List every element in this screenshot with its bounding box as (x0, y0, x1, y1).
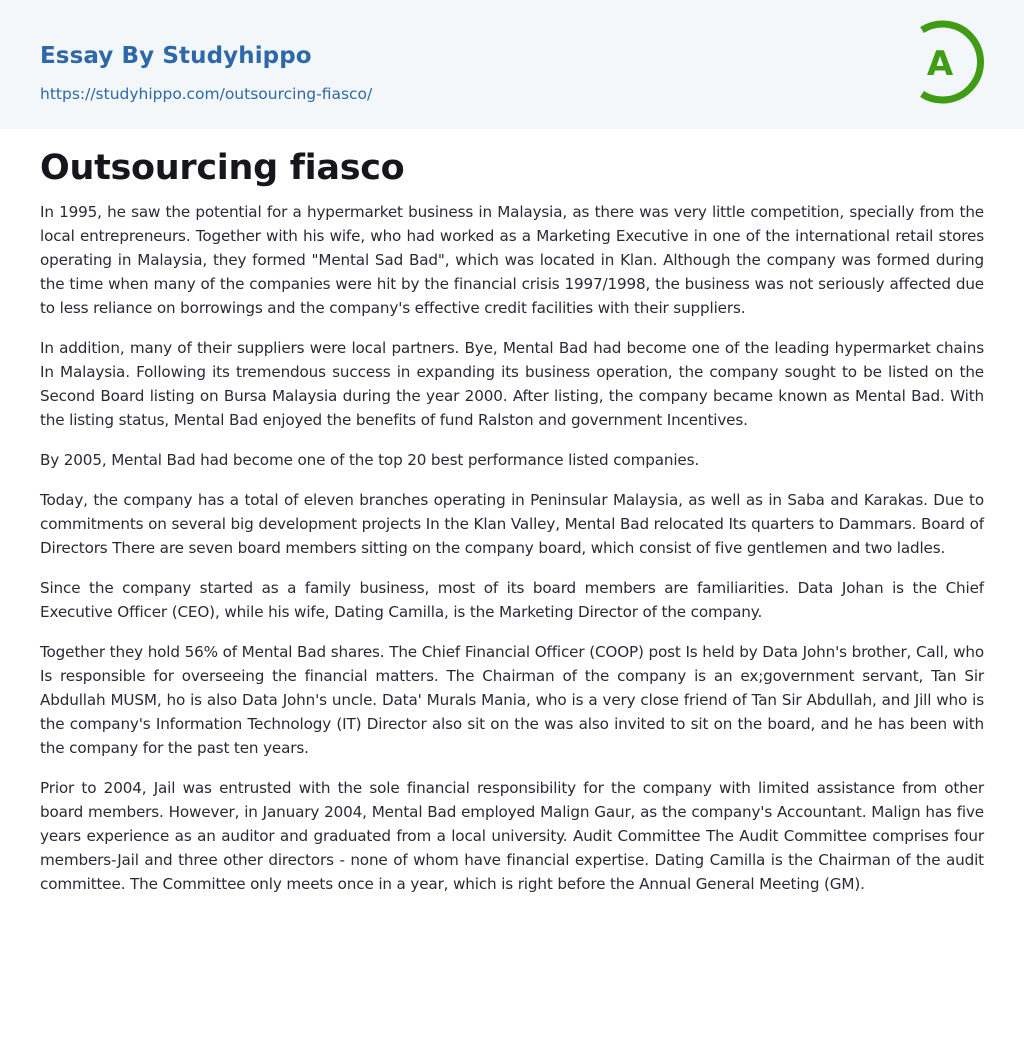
article-paragraph: Since the company started as a family business, most of its board members are familiarities. Data Johan is the Chief Executive Officer (CEO), while his wife, Dating Camilla, is the Marketing Director of the company. (40, 579, 984, 621)
logo-letter: A (926, 44, 954, 84)
article-paragraph: Together they hold 56% of Mental Bad shares. The Chief Financial Officer (COOP) post Is held by Data John's brother, Call, who Is responsible for overseeing the financial matters. The Chairman of the company is an ex;government servant, Tan Sir Abdullah MUSM, ho is also Data John's uncle. Data' Murals Mania, who is a very close friend of Tan Sir Abdullah, and Jill who is the company's Information Technology (IT) Director also sit on the was also invited to sit on the board, and he has been with the company for the past ten years. (40, 643, 984, 757)
article-paragraph: By 2005, Mental Bad had become one of the top 20 best performance listed companies. (40, 451, 700, 469)
article-paragraph: In addition, many of their suppliers were local partners. Bye, Mental Bad had become one of the leading hypermarket chains In Malaysia. Following its tremendous success in expanding its business operation, the company sought to be listed on the Second Board listing on Bursa Malaysia during the year 2000. After listing, the company became known as Mental Bad. With the listing status, Mental Bad enjoyed the benefits of fund Ralston and government Incentives. (40, 339, 984, 429)
brand-title: Essay By Studyhippo (40, 43, 312, 69)
article-paragraph: Prior to 2004, Jail was entrusted with the sole financial responsibility for the company with limited assistance from other board members. However, in January 2004, Mental Bad employed Malign Gaur, as the company's Accountant. Malign has five years experience as an auditor and graduated from a local university. Audit Committee The Audit Committee comprises four members-Jail and three other directors - none of whom have financial expertise. Dating Camilla is the Chairman of the audit committee. The Committee only meets once in a year, which is right before the Annual General Meeting (GM). (40, 779, 984, 893)
article-paragraph: Today, the company has a total of eleven branches operating in Peninsular Malaysia, as well as in Saba and Karakas. Due to commitments on several big development projects In the Klan Valley, Mental Bad relocated Its quarters to Dammars. Board of Directors There are seven board members sitting on the company board, which consist of five gentlemen and two ladles. (40, 491, 984, 557)
logo-a-circle-icon (912, 18, 988, 106)
article-paragraph: In 1995, he saw the potential for a hypermarket business in Malaysia, as there was very little competition, specially from the local entrepreneurs. Together with his wife, who had worked as a Marketing Executive in one of the international retail stores operating in Malaysia, they formed "Mental Sad Bad", which was located in Klan. Although the company was formed during the time when many of the companies were hit by the financial crisis 1997/1998, the business was not seriously affected due to less reliance on borrowings and the company's effective credit facilities with their suppliers. (40, 203, 984, 317)
studyhippo-logo[interactable] (912, 18, 988, 106)
essay-url-link[interactable]: https://studyhippo.com/outsourcing-fiasco/ (40, 85, 373, 103)
article-body (40, 200, 984, 912)
page-title: Outsourcing fiasco (40, 148, 405, 188)
